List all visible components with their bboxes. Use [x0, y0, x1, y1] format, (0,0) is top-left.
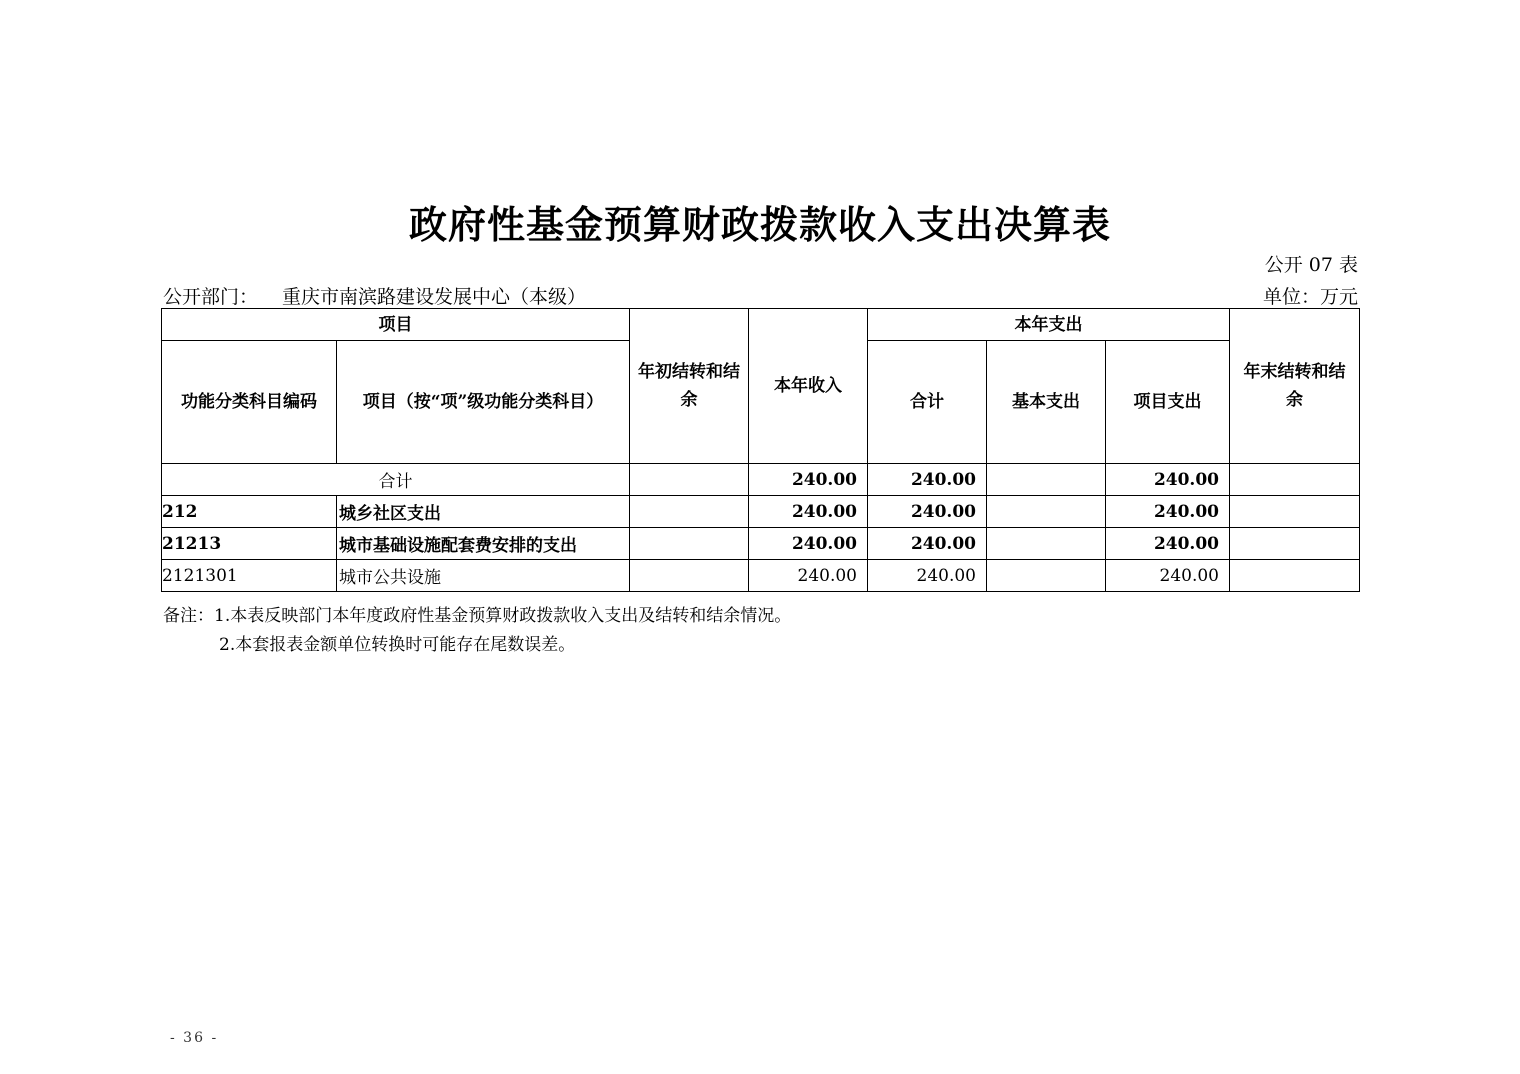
- table-row: [162, 528, 1360, 560]
- department-name: 重庆市南滨路建设发展中心（本级）: [282, 286, 587, 308]
- project-cell: 240.00: [1106, 560, 1230, 592]
- total-label: 合计: [162, 464, 630, 496]
- header-project: 项目: [162, 309, 630, 341]
- income-cell: 240.00: [749, 560, 868, 592]
- income-cell: 240.00: [749, 528, 868, 560]
- project-cell: 240.00: [1106, 496, 1230, 528]
- opening-cell: [630, 528, 749, 560]
- code-cell: 212: [162, 496, 337, 528]
- code-cell: 2121301: [162, 560, 337, 592]
- header-income: 本年收入: [749, 309, 868, 464]
- closing-cell: [1230, 560, 1360, 592]
- project-cell: 240.00: [1106, 464, 1230, 496]
- project-cell: 240.00: [1106, 528, 1230, 560]
- table-row: [162, 560, 1360, 592]
- code-cell: 21213: [162, 528, 337, 560]
- basic-cell: [987, 528, 1106, 560]
- total-cell: 240.00: [868, 560, 987, 592]
- opening-cell: [630, 560, 749, 592]
- name-cell: 城市基础设施配套费安排的支出: [337, 528, 630, 560]
- closing-cell: [1230, 464, 1360, 496]
- total-cell: 240.00: [868, 528, 987, 560]
- page-number: - 36 -: [170, 1030, 219, 1046]
- header-total: 合计: [868, 341, 987, 464]
- table-row: [162, 464, 1360, 496]
- department-label: 公开部门：: [163, 286, 259, 308]
- header-basic: 基本支出: [987, 341, 1106, 464]
- closing-cell: [1230, 496, 1360, 528]
- page-title: 政府性基金预算财政拨款收入支出决算表: [408, 202, 1111, 247]
- budget-table: [161, 308, 1360, 592]
- basic-cell: [987, 464, 1106, 496]
- opening-cell: [630, 496, 749, 528]
- opening-cell: [630, 464, 749, 496]
- header-expenditure: 本年支出: [868, 309, 1230, 341]
- total-cell: 240.00: [868, 496, 987, 528]
- name-cell: 城乡社区支出: [337, 496, 630, 528]
- header-item-name: 项目（按“项”级功能分类科目）: [337, 341, 630, 464]
- total-cell: 240.00: [868, 464, 987, 496]
- header-closing-balance: 年末结转和结余: [1230, 309, 1360, 464]
- header-code: 功能分类科目编码: [162, 341, 337, 464]
- unit-label: 单位：万元: [1262, 286, 1358, 308]
- header-project-expenditure: 项目支出: [1106, 341, 1230, 464]
- closing-cell: [1230, 528, 1360, 560]
- note-2: 2.本套报表金额单位转换时可能存在尾数误差。: [219, 635, 576, 655]
- note-1: 备注：1.本表反映部门本年度政府性基金预算财政拨款收入支出及结转和结余情况。: [163, 606, 792, 626]
- header-opening-balance: 年初结转和结余: [630, 309, 749, 464]
- income-cell: 240.00: [749, 464, 868, 496]
- table-row: [162, 496, 1360, 528]
- basic-cell: [987, 560, 1106, 592]
- basic-cell: [987, 496, 1106, 528]
- name-cell: 城市公共设施: [337, 560, 630, 592]
- income-cell: 240.00: [749, 496, 868, 528]
- form-number: 公开 07 表: [1264, 254, 1358, 276]
